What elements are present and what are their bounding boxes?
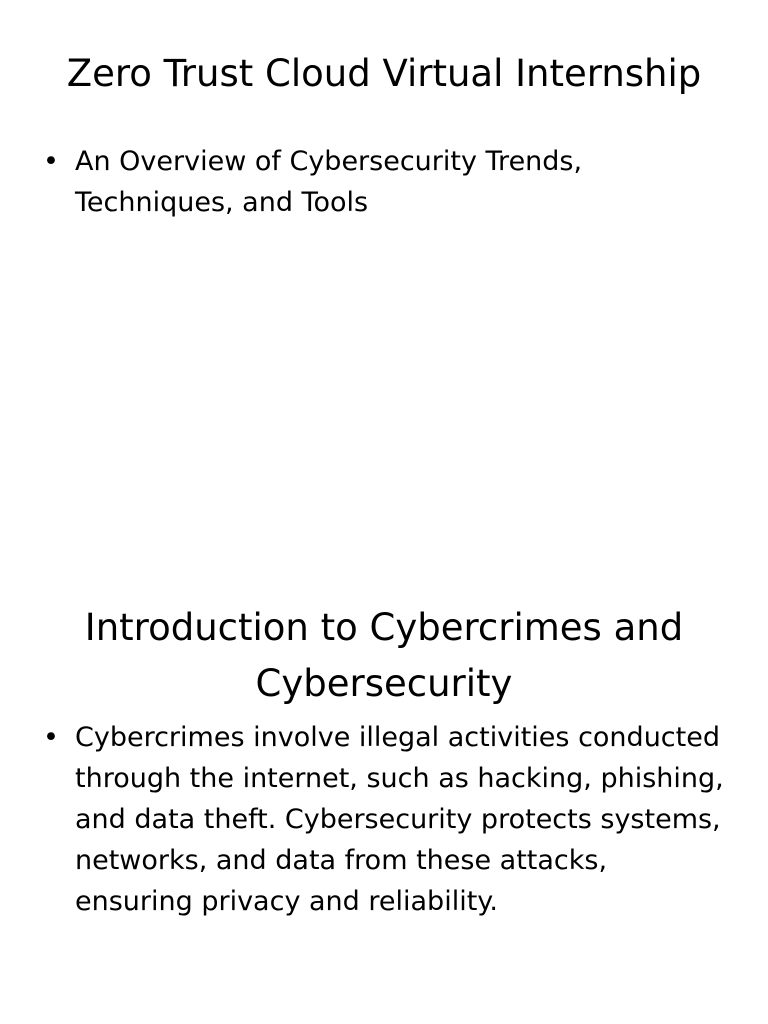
- bullet-icon: •: [43, 722, 59, 753]
- slide-title: Introduction to Cybercrimes and Cybersecurity: [84, 606, 684, 705]
- slide-2: [0, 512, 768, 1024]
- bullet-text: Cybercrimes involve illegal activities conducted through the internet, such as hacking, phishing, and data theft. Cybersecurity protects systems, networks, and data from these attacks, ensuring privacy and reliability.: [75, 722, 724, 917]
- bullet-text: An Overview of Cybersecurity Trends, Techniques, and Tools: [75, 146, 583, 218]
- bullet-item: [0, 717, 768, 922]
- bullet-item: [0, 141, 768, 223]
- slide-title: Zero Trust Cloud Virtual Internship: [66, 52, 702, 95]
- bullet-icon: •: [43, 146, 59, 177]
- bullet-list: [0, 141, 768, 223]
- bullet-list: [0, 717, 768, 922]
